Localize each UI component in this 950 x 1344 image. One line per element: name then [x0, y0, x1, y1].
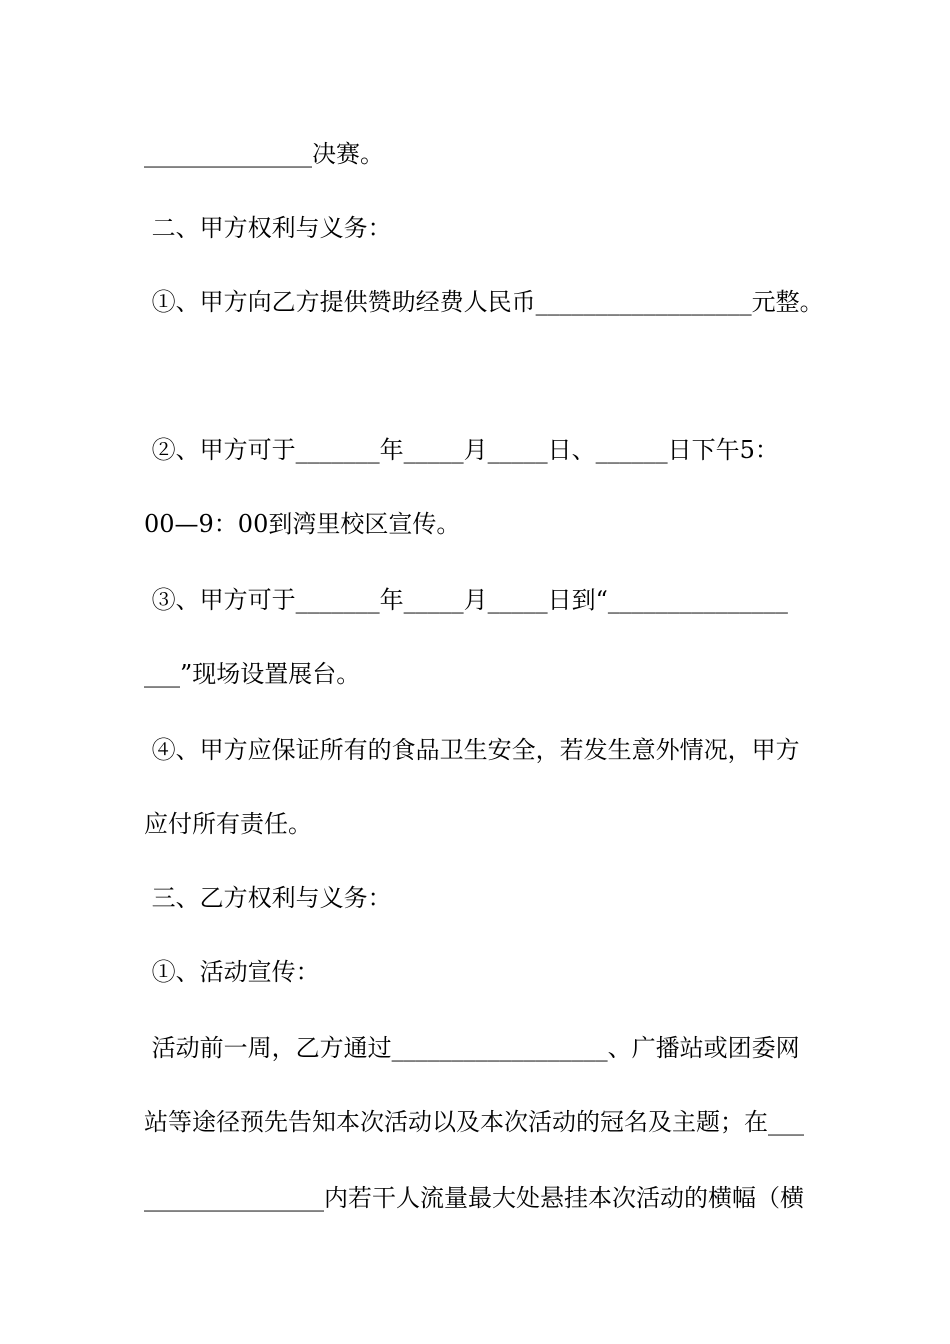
clause-a-1: ①、甲方向乙方提供赞助经费人民币__________________元整。 [144, 288, 824, 316]
clause-b-1-heading: ①、活动宣传： [144, 958, 320, 986]
clause-b-1-line-3: _______________内若干人流量最大处悬挂本次活动的横幅（横 [144, 1184, 804, 1212]
clause-b-1-line-1: 活动前一周，乙方通过__________________、广播站或团委网 [144, 1034, 800, 1062]
text-line-final: ______________决赛。 [144, 140, 384, 168]
clause-a-3-line-1: ③、甲方可于_______年_____月_____日到“_______________ [144, 586, 788, 614]
clause-a-3-line-2: ___”现场设置展台。 [144, 660, 361, 688]
clause-a-4-line-1: ④、甲方应保证所有的食品卫生安全，若发生意外情况，甲方 [144, 736, 800, 764]
section-heading-party-a: 二、甲方权利与义务： [144, 214, 392, 242]
clause-a-2-line-2: 00—9：00到湾里校区宣传。 [144, 510, 461, 538]
section-heading-party-b: 三、乙方权利与义务： [144, 884, 392, 912]
clause-b-1-line-2: 站等途径预先告知本次活动以及本次活动的冠名及主题；在___ [144, 1108, 804, 1136]
clause-a-2-line-1: ②、甲方可于_______年_____月_____日、______日下午5： [144, 436, 779, 464]
clause-a-4-line-2: 应付所有责任。 [144, 810, 312, 838]
